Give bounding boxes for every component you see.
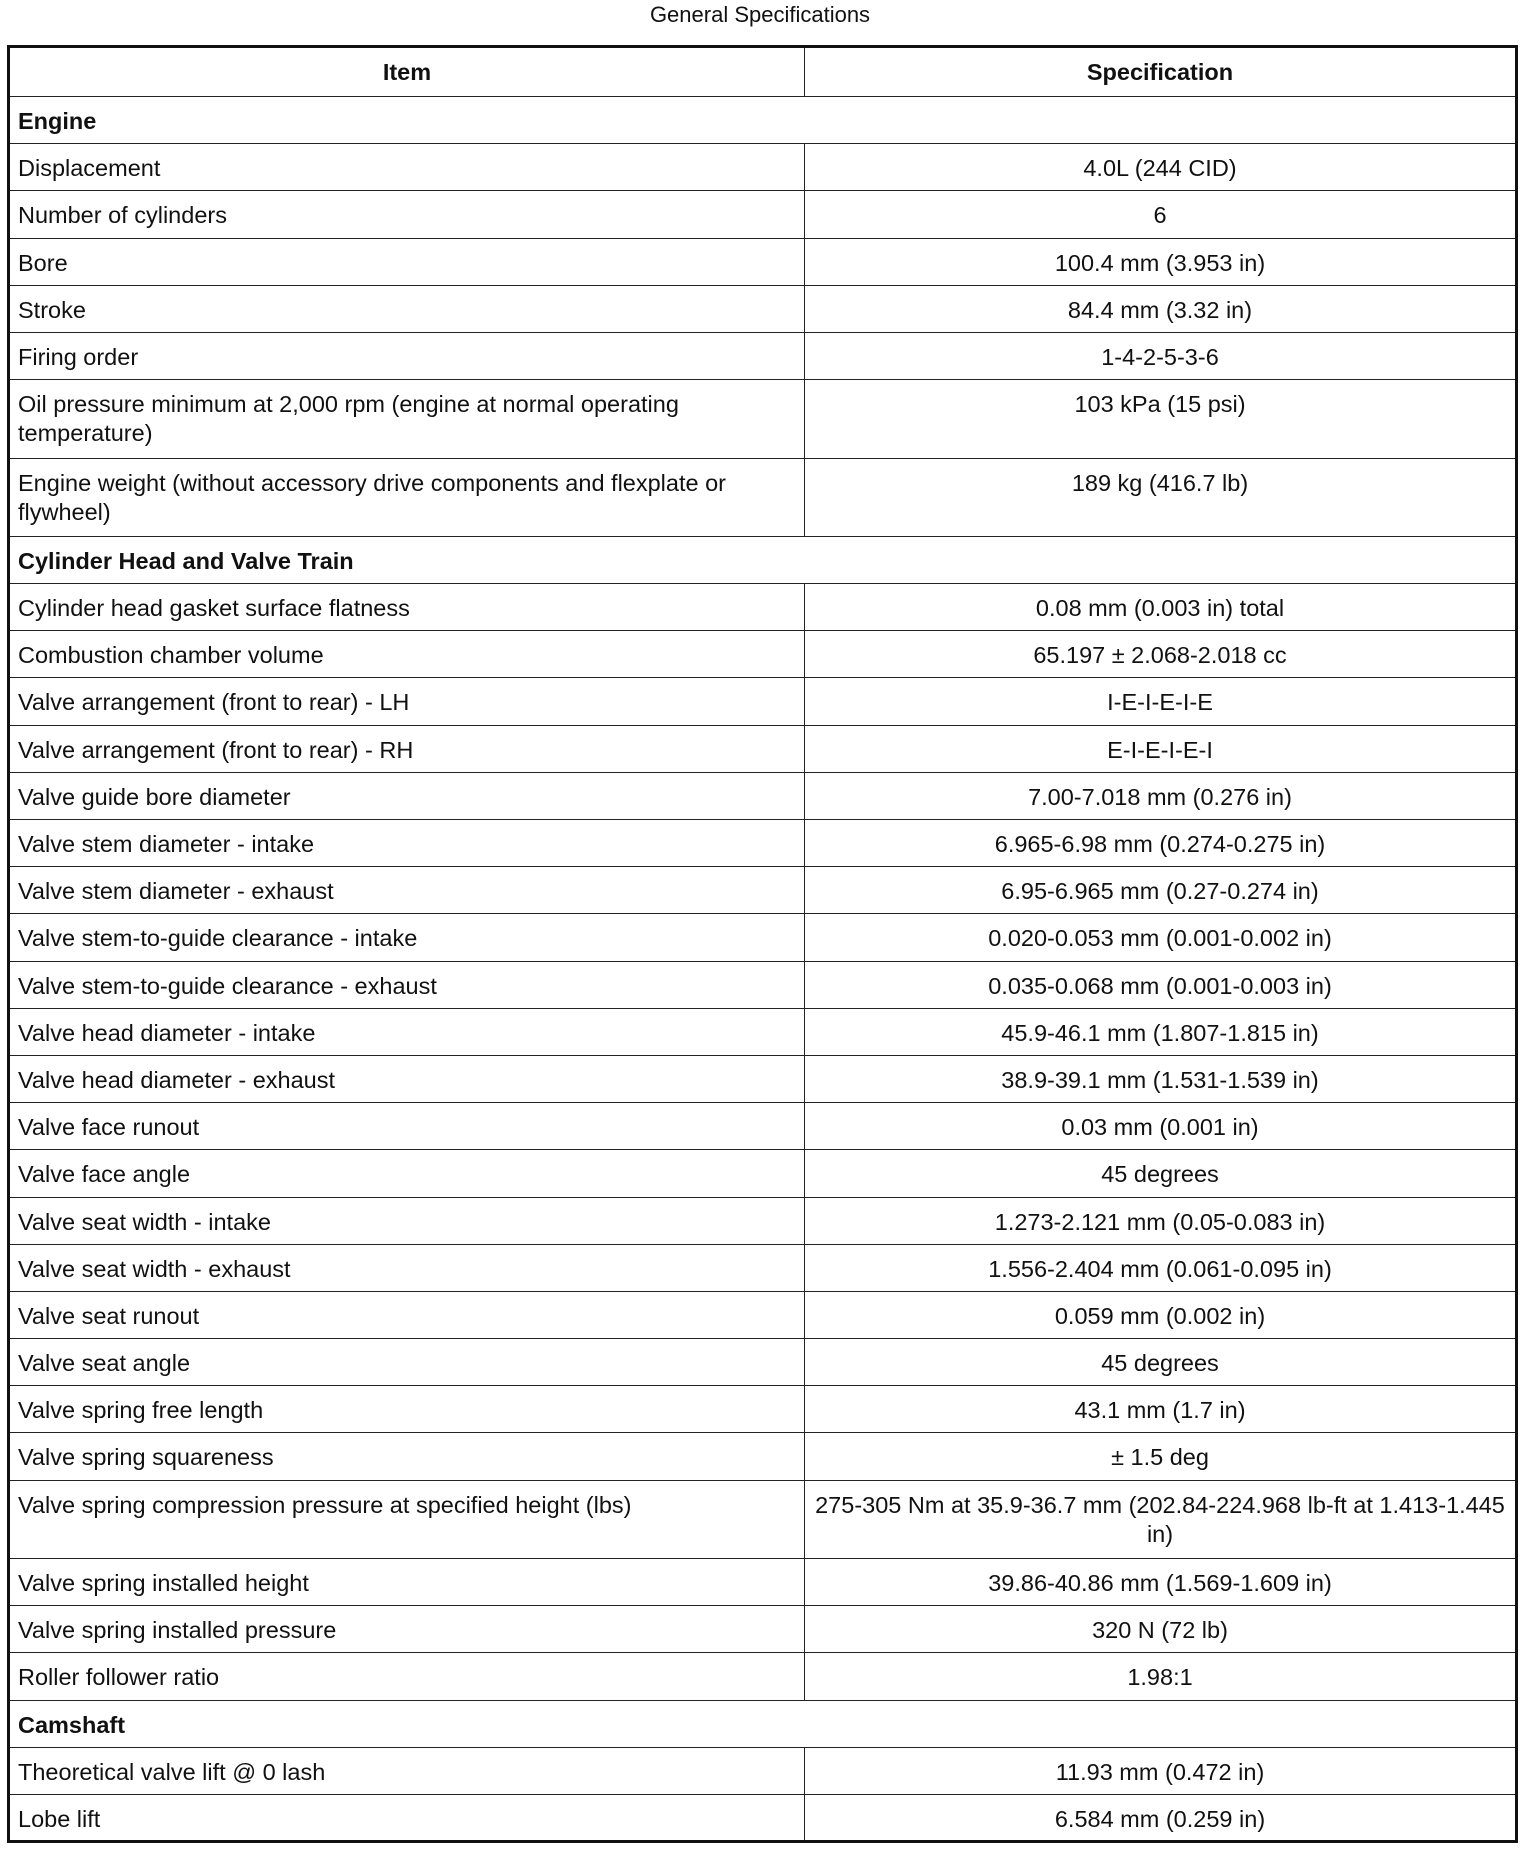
table-row (9, 238, 1517, 285)
item-cell: Firing order (9, 332, 805, 379)
specification-cell: 45 degrees (805, 1339, 1517, 1386)
item-cell: Lobe lift (9, 1794, 805, 1841)
specification-cell: 45.9-46.1 mm (1.807-1.815 in) (805, 1008, 1517, 1055)
specification-cell: 1.98:1 (805, 1653, 1517, 1700)
item-cell: Bore (9, 238, 805, 285)
specification-cell: 1.273-2.121 mm (0.05-0.083 in) (805, 1197, 1517, 1244)
item-cell: Valve head diameter - intake (9, 1008, 805, 1055)
item-cell: Valve spring installed pressure (9, 1606, 805, 1653)
table-row (9, 867, 1517, 914)
specification-cell: 0.059 mm (0.002 in) (805, 1291, 1517, 1338)
table-row (9, 1055, 1517, 1102)
table-row (9, 584, 1517, 631)
specification-cell: ± 1.5 deg (805, 1433, 1517, 1480)
specification-cell: 275-305 Nm at 35.9-36.7 mm (202.84-224.968 lb-ft at 1.413-1.445 in) (805, 1480, 1517, 1558)
section-row (9, 1700, 1517, 1747)
item-cell: Valve stem diameter - intake (9, 820, 805, 867)
table-row (9, 1653, 1517, 1700)
table-row (9, 1150, 1517, 1197)
item-cell: Combustion chamber volume (9, 631, 805, 678)
item-cell: Valve stem-to-guide clearance - intake (9, 914, 805, 961)
document-title: General Specifications (649, 2, 871, 27)
specification-cell: 84.4 mm (3.32 in) (805, 285, 1517, 332)
section-row (9, 97, 1517, 144)
specification-cell: 0.08 mm (0.003 in) total (805, 584, 1517, 631)
table-row (9, 285, 1517, 332)
table-row (9, 631, 1517, 678)
specification-cell: 38.9-39.1 mm (1.531-1.539 in) (805, 1055, 1517, 1102)
specification-cell: 103 kPa (15 psi) (805, 380, 1517, 458)
item-cell: Valve face angle (9, 1150, 805, 1197)
table-row (9, 1747, 1517, 1794)
item-cell: Roller follower ratio (9, 1653, 805, 1700)
column-header-item: Item (9, 47, 805, 97)
specification-cell: I-E-I-E-I-E (805, 678, 1517, 725)
section-row (9, 536, 1517, 583)
item-cell: Valve arrangement (front to rear) - LH (9, 678, 805, 725)
table-row (9, 1433, 1517, 1480)
item-cell: Valve arrangement (front to rear) - RH (9, 725, 805, 772)
table-row (9, 914, 1517, 961)
table-row (9, 1103, 1517, 1150)
item-cell: Valve spring compression pressure at specified height (lbs) (9, 1480, 805, 1558)
specification-cell: 6.965-6.98 mm (0.274-0.275 in) (805, 820, 1517, 867)
specification-cell: 320 N (72 lb) (805, 1606, 1517, 1653)
item-cell: Valve seat angle (9, 1339, 805, 1386)
item-cell: Valve seat width - exhaust (9, 1244, 805, 1291)
item-cell: Number of cylinders (9, 191, 805, 238)
section-heading: Engine (9, 97, 1517, 144)
item-cell: Oil pressure minimum at 2,000 rpm (engine at normal operating temperature) (9, 380, 805, 458)
table-row (9, 1559, 1517, 1606)
table-row (9, 820, 1517, 867)
section-heading: Cylinder Head and Valve Train (9, 536, 1517, 583)
table-row (9, 961, 1517, 1008)
specification-cell: E-I-E-I-E-I (805, 725, 1517, 772)
table-row (9, 678, 1517, 725)
specification-cell: 6 (805, 191, 1517, 238)
item-cell: Theoretical valve lift @ 0 lash (9, 1747, 805, 1794)
table-row (9, 1606, 1517, 1653)
table-row (9, 1339, 1517, 1386)
table-row (9, 1244, 1517, 1291)
section-heading: Camshaft (9, 1700, 1517, 1747)
item-cell: Valve face runout (9, 1103, 805, 1150)
specification-cell: 6.95-6.965 mm (0.27-0.274 in) (805, 867, 1517, 914)
table-row (9, 1291, 1517, 1338)
table-row (9, 725, 1517, 772)
specification-cell: 7.00-7.018 mm (0.276 in) (805, 772, 1517, 819)
specification-cell: 100.4 mm (3.953 in) (805, 238, 1517, 285)
specification-cell: 189 kg (416.7 lb) (805, 458, 1517, 536)
item-cell: Valve spring squareness (9, 1433, 805, 1480)
table-row (9, 458, 1517, 536)
specification-cell: 6.584 mm (0.259 in) (805, 1794, 1517, 1841)
item-cell: Engine weight (without accessory drive components and flexplate or flywheel) (9, 458, 805, 536)
column-header-specification: Specification (805, 47, 1517, 97)
specification-cell: 0.020-0.053 mm (0.001-0.002 in) (805, 914, 1517, 961)
specification-cell: 45 degrees (805, 1150, 1517, 1197)
table-row (9, 1008, 1517, 1055)
item-cell: Stroke (9, 285, 805, 332)
item-cell: Valve stem-to-guide clearance - exhaust (9, 961, 805, 1008)
table-row (9, 144, 1517, 191)
item-cell: Valve spring installed height (9, 1559, 805, 1606)
item-cell: Valve guide bore diameter (9, 772, 805, 819)
specification-cell: 1.556-2.404 mm (0.061-0.095 in) (805, 1244, 1517, 1291)
specification-cell: 0.035-0.068 mm (0.001-0.003 in) (805, 961, 1517, 1008)
specification-cell: 1-4-2-5-3-6 (805, 332, 1517, 379)
table-row (9, 380, 1517, 458)
item-cell: Valve head diameter - exhaust (9, 1055, 805, 1102)
item-cell: Valve seat runout (9, 1291, 805, 1338)
specification-cell: 65.197 ± 2.068-2.018 cc (805, 631, 1517, 678)
table-row (9, 772, 1517, 819)
table-row (9, 1197, 1517, 1244)
table-row (9, 1794, 1517, 1841)
specification-cell: 4.0L (244 CID) (805, 144, 1517, 191)
specification-cell: 0.03 mm (0.001 in) (805, 1103, 1517, 1150)
table-row (9, 1386, 1517, 1433)
item-cell: Valve seat width - intake (9, 1197, 805, 1244)
specifications-table (7, 45, 1518, 1843)
item-cell: Valve spring free length (9, 1386, 805, 1433)
specification-cell: 11.93 mm (0.472 in) (805, 1747, 1517, 1794)
table-header-row (9, 47, 1517, 97)
item-cell: Valve stem diameter - exhaust (9, 867, 805, 914)
table-row (9, 332, 1517, 379)
item-cell: Cylinder head gasket surface flatness (9, 584, 805, 631)
table-body (9, 97, 1517, 1842)
specification-cell: 43.1 mm (1.7 in) (805, 1386, 1517, 1433)
table-row (9, 1480, 1517, 1558)
specification-cell: 39.86-40.86 mm (1.569-1.609 in) (805, 1559, 1517, 1606)
item-cell: Displacement (9, 144, 805, 191)
table-row (9, 191, 1517, 238)
